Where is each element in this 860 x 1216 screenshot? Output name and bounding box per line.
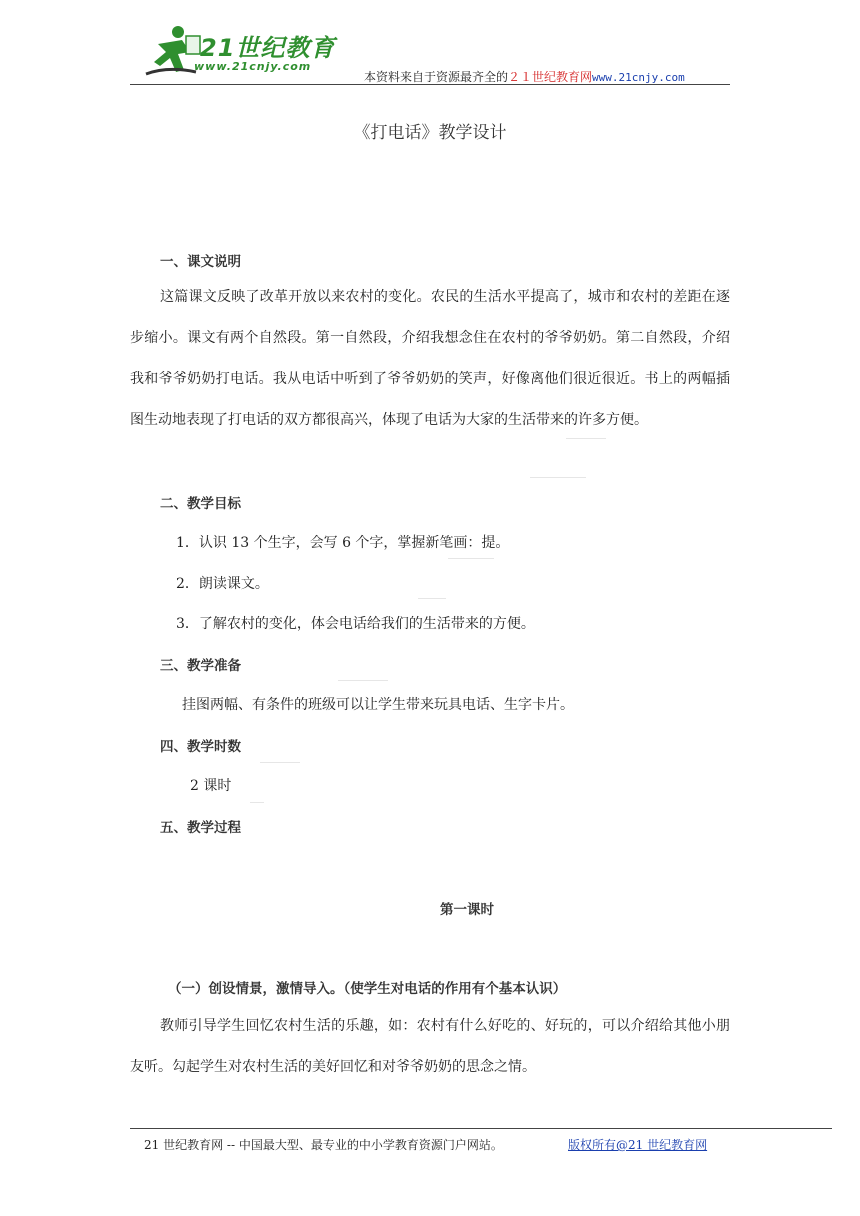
section-heading-1: 一、课文说明 xyxy=(160,254,241,270)
scan-artifact xyxy=(448,558,494,559)
scan-artifact xyxy=(530,477,586,478)
goal-item-3: 3．了解农村的变化，体会电话给我们的生活带来的方便。 xyxy=(176,616,535,632)
scan-artifact xyxy=(260,762,300,763)
header-note-prefix: 本资料来自于资源最齐全的 xyxy=(364,70,509,84)
section-heading-5: 五、教学过程 xyxy=(160,820,241,836)
scan-artifact xyxy=(566,438,606,439)
hours-text: 2 课时 xyxy=(190,778,232,794)
document-title: 《打电话》教学设计 xyxy=(353,123,507,143)
footer-divider xyxy=(130,1128,832,1129)
scan-artifact xyxy=(250,802,264,803)
section-heading-3: 三、教学准备 xyxy=(160,658,241,674)
logo-text: 21世纪教育 xyxy=(200,34,336,62)
preparation-text: 挂图两幅、有条件的班级可以让学生带来玩具电话、生字卡片。 xyxy=(182,697,574,713)
logo-url: www.21cnjy.com xyxy=(194,60,312,73)
section-heading-2: 二、教学目标 xyxy=(160,496,241,512)
header-divider xyxy=(130,84,730,85)
goal-item-1: 1．认识 13 个生字，会写 6 个字，掌握新笔画：提。 xyxy=(176,535,510,551)
scan-artifact xyxy=(418,598,446,599)
header-note-url[interactable]: www.21cnjy.com xyxy=(592,71,685,84)
footer-copyright-link[interactable]: 版权所有@21 世纪教育网 xyxy=(568,1138,708,1152)
runner-logo-icon xyxy=(138,22,208,84)
section-heading-4: 四、教学时数 xyxy=(160,739,241,755)
paragraph-text-description: 这篇课文反映了改革开放以来农村的变化。农民的生活水平提高了，城市和农村的差距在逐步缩小。课文有两个自然段。第一自然段，介绍我想念住在农村的爷爷奶奶。第二自然段，介绍我和爷爷奶奶打电话。我从电话中听到了爷爷奶奶的笑声，好像离他们很近很近。书上的两幅插图生动地表现了打电话的双方都很高兴，体现了电话为大家的生活带来的许多方便。 xyxy=(130,289,730,428)
page-header xyxy=(130,22,730,86)
footer-text: 21 世纪教育网 -- 中国最大型、最专业的中小学教育资源门户网站。 xyxy=(144,1138,503,1152)
lesson-heading: 第一课时 xyxy=(440,902,494,918)
goal-item-2: 2．朗读课文。 xyxy=(176,576,269,592)
header-note xyxy=(364,68,685,85)
step-heading-1: （一）创设情景，激情导入。（使学生对电话的作用有个基本认识） xyxy=(168,981,567,997)
header-note-brand[interactable]: ２１世纪教育网 xyxy=(508,70,593,84)
step-text-1: 教师引导学生回忆农村生活的乐趣，如：农村有什么好吃的、好玩的，可以介绍给其他小朋友听。勾起学生对农村生活的美好回忆和对爷爷奶奶的思念之情。 xyxy=(130,1018,730,1075)
scan-artifact xyxy=(338,680,388,681)
